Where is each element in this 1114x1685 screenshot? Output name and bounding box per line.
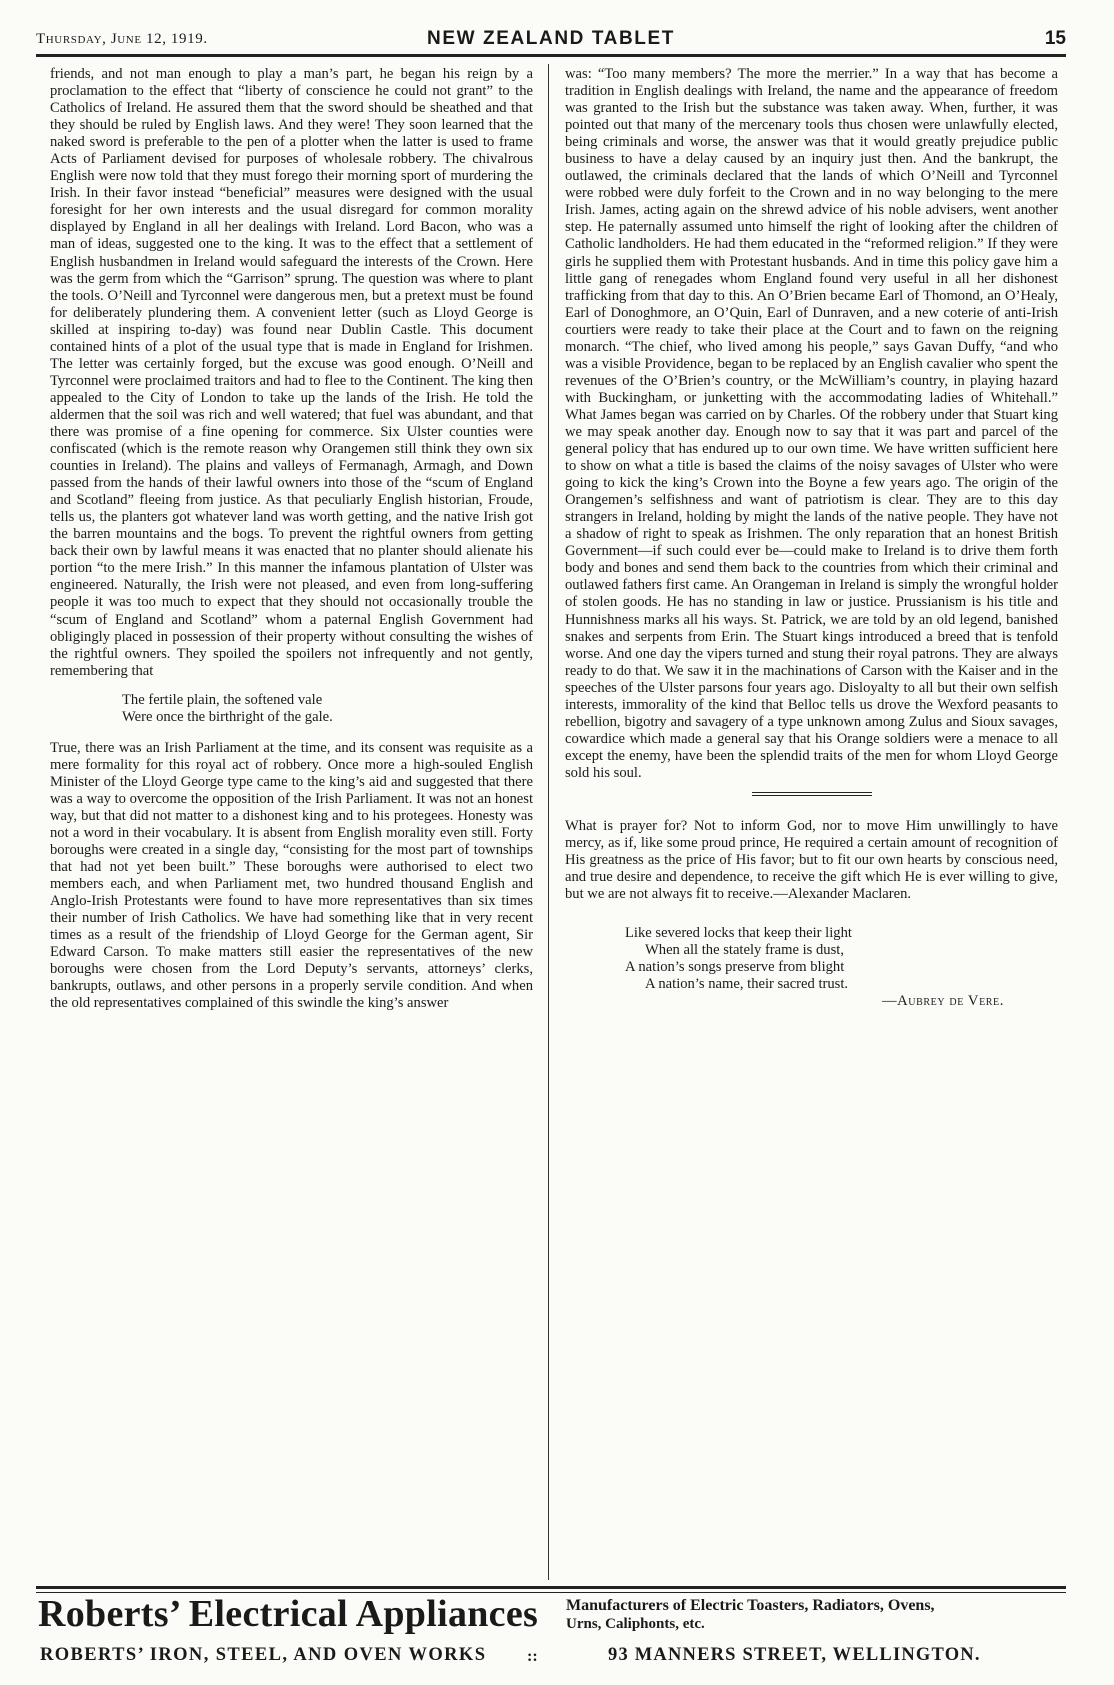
advert-address: 93 MANNERS STREET, WELLINGTON.	[608, 1645, 981, 1665]
advert-rule	[36, 1586, 1066, 1589]
running-header	[36, 28, 1066, 52]
prayer-quote: What is prayer for? Not to inform God, nor to move Him unwillingly to have mercy, as if, like some proud prince, He required a certain amount of recognition of His greatness as the price of His favor; but to fit our own hearts by conscious need, and true desire and dependence, to receive the gift which He is ever willing to give, but we are not always fit to receive.—Alexander Maclaren.	[565, 817, 1058, 903]
advert-company-name: Roberts’ Electrical Appliances	[38, 1593, 539, 1635]
article-paragraph: True, there was an Irish Parliament at the time, and its consent was requisite as a mere formality for this royal act of robbery. Once more a high-souled English Minister of the Lloyd George type came to the king’s aid and suggested that there was a way to overcome the opposition of the Irish Parliament. It was not an honest way, but that did not matter to a dishonest king and to his protegees. Honesty was not a word in their vocabulary. It is absent from English morality even still. Forty boroughs were created in a single day, “consisting for the most part of townships that had not yet been built.” These boroughs were authorised to elect two members each, and when Parliament met, two hundred thousand English and Anglo-Irish Protestants were found to have more representatives than six times their number of Irish Catholics. We have had something like that in very recent times as a result of the friendship of Lloyd George for the German agent, Sir Edward Carson. To make matters still easier the representatives of the new boroughs were chosen from the Lord Deputy’s servants, attorneys’ clerks, bankrupts, outlaws, and other persons in a properly servile condition. And when the old representatives complained of this swindle the king’s answer	[50, 739, 533, 1012]
verse-quote	[122, 692, 533, 726]
article-paragraph: was: “Too many members? The more the merrier.” In a way that has become a tradition in English dealings with Ireland, the name and the appearance of freedom was granted to the Irish but the substance was taken away. When, further, it was pointed out that many of the mercenary tools thus chosen were unlawfully elected, being criminals and worse, the answer was that it would greatly prejudice public business to have a delay caused by an inquiry just then. And the bankrupt, the outlawed, the criminals declared that the lands of which O’Neill and Tyrconnel were robbed were duly forfeit to the Crown and in no way belonging to the mere Irish. James, acting again on the shrewd advice of his noble advisers, went another step. He paternally assumed unto himself the right of looking after the children of Catholic landholders. He had them educated in the “reformed religion.” If they were girls he supplied them with Protestant husbands. And in time this policy gave him a little gang of renegades whom England found very useful in all her dishonest trafficking from that day to this. An O’Brien became Earl of Thomond, an O’Healy, Earl of Donoghmore, an O’Quin, Earl of Dunraven, and a new coterie of anti-Irish courtiers were ready to take their place at the Court and to fawn on the reigning monarch. “The chief, who lived among his people,” says Gavan Duffy, “and who was a visible Providence, began to be replaced by an English cavalier who spent the revenues of the O’Brien’s country, or the McWilliam’s country, in playing hazard with Buckingham, or junketting with the accommodating ladies of Whitehall.” What James began was carried on by Charles. Of the robbery under that Stuart king we may speak another day. Enough now to say that it was part and parcel of the general policy that has endured up to our own time. We have written sufficient here to show on what a title is based the claims of the noisy savages of Ulster who were going to kick the king’s Crown into the Boyne a few years ago. The origin of the Orangemen’s selfishness and want of patriotism is clear. They are to this day strangers in Ireland, holding by might the lands of the native people. They have not a shadow of right to speak as Irishmen. The only reparation that an honest British Government—if such could ever be—could make to Ireland is to drive them forth body and bones and send them back to the countries from which their criminal and outlawed fathers first came. An Orangeman in Ireland is simply the wrongful holder of stolen goods. He has no standing in law or justice. Prussianism is his title and Hunnishness marks all his ways. St. Patrick, we are told by an old legend, banished snakes and serpents from Erin. The Stuart kings introduced a breed that is tenfold worse. And one day the vipers turned and stung their royal patrons. They are always ready to do that. We saw it in the machinations of Carson with the Kaiser and in the speeches of the Ulster parsons four years ago. Disloyalty to all but their own selfish interests, immorality of the kind that Belloc tells us drove the Wexford peasants to rebellion, bigotry and savagery of a type unknown among Zulus and Sioux savages, cowardice which made a general say that his Orange soldiers were a menace to all except the enemy, have been the splendid traits of the men for whom Lloyd George sold his soul.	[565, 66, 1058, 781]
verse-line: Were once the birthright of the gale.	[122, 708, 333, 725]
advert-manufacturers-line: Manufacturers of Electric Toasters, Radiators, Ovens,	[566, 1597, 935, 1614]
right-column	[565, 66, 1058, 1010]
section-separator	[752, 792, 872, 796]
advert-goods-line: Urns, Caliphonts, etc.	[566, 1616, 705, 1632]
poem	[625, 925, 1058, 1010]
masthead-title: NEW ZEALAND TABLET	[427, 28, 675, 49]
poem-line: A nation’s songs preserve from blight	[625, 959, 845, 976]
column-divider	[548, 64, 549, 1580]
advert-separator-marker: ::	[527, 1648, 538, 1665]
advert-works-name: ROBERTS’ IRON, STEEL, AND OVEN WORKS	[40, 1645, 487, 1665]
issue-date: Thursday, June 12, 1919.	[36, 31, 208, 47]
left-column	[50, 66, 533, 1013]
poem-line: Like severed locks that keep their light	[625, 925, 852, 942]
poem-line: A nation’s name, their sacred trust.	[645, 976, 849, 993]
verse-line: The fertile plain, the softened vale	[122, 691, 323, 708]
poem-attribution: —Aubrey de Vere.	[881, 993, 1004, 1010]
poem-line: When all the stately frame is dust,	[645, 942, 844, 959]
header-rule	[36, 54, 1066, 57]
article-paragraph: friends, and not man enough to play a man’s part, he began his reign by a proclamation to the effect that “liberty of conscience he could not grant” to the Catholics of Ireland. He assured them that the sword should be sheathed and that they should be ruled by English laws. And they were! They soon learned that the naked sword is preferable to the pen of a plotter when the latter is used to frame Acts of Parliament devised for purposes of wholesale robbery. The chivalrous English were now told that they must forego their morning sport of murdering the Irish. In their favor instead “beneficial” measures were designed with the usual foresight for her own interests and the usual disregard for common morality displayed by England in all her dealings with Ireland. Lord Bacon, who was a man of ideas, suggested one to the king. It was to the effect that a settlement of English husbandmen in Ireland would safeguard the interests of the Crown. Here was the germ from which the “Garrison” sprung. The question was where to plant the tools. O’Neill and Tyrconnel were dangerous men, but a pretext must be found for deliberately plundering them. A convenient letter (such as Lloyd George is skilled at inspiring to-day) was found near Dublin Castle. This document contained hints of a plot of the usual type that is made in England for Irishmen. The letter was certainly forged, but the excuse was good enough. O’Neill and Tyrconnel were proclaimed traitors and had to flee to the Continent. The king then appealed to the City of London to take up the lands of the Irish. He told the aldermen that the soil was rich and well watered; that fuel was abundant, and that there was promise of a fine opening for commerce. Six Ulster counties were confiscated (which is the remote reason why Orangemen still think they own six counties in Ireland). The plains and valleys of Fermanagh, Armagh, and Down passed from the hands of their lawful owners into those of the “scum of England and Scotland” fleeing from justice. As that peculiarly English historian, Froude, tells us, the planters got whatever land was worth getting, and the native Irish got the barren mountains and the bogs. To prevent the rightful owners from getting back their own by lawful means it was enacted that no planter should alienate his portion “to the mere Irish.” In this manner the infamous plantation of Ulster was engineered. Naturally, the Irish were not pleased, and even from long-suffering people it was too much to expect that they should not occasionally trouble the “scum of England and Scotland” whom a paternal English Government had obligingly placed in possession of their property without consulting the wishes of the rightful owners. They spoiled the spoilers not infrequently and not gently, remembering that	[50, 66, 533, 679]
page-number: 15	[1044, 28, 1066, 49]
